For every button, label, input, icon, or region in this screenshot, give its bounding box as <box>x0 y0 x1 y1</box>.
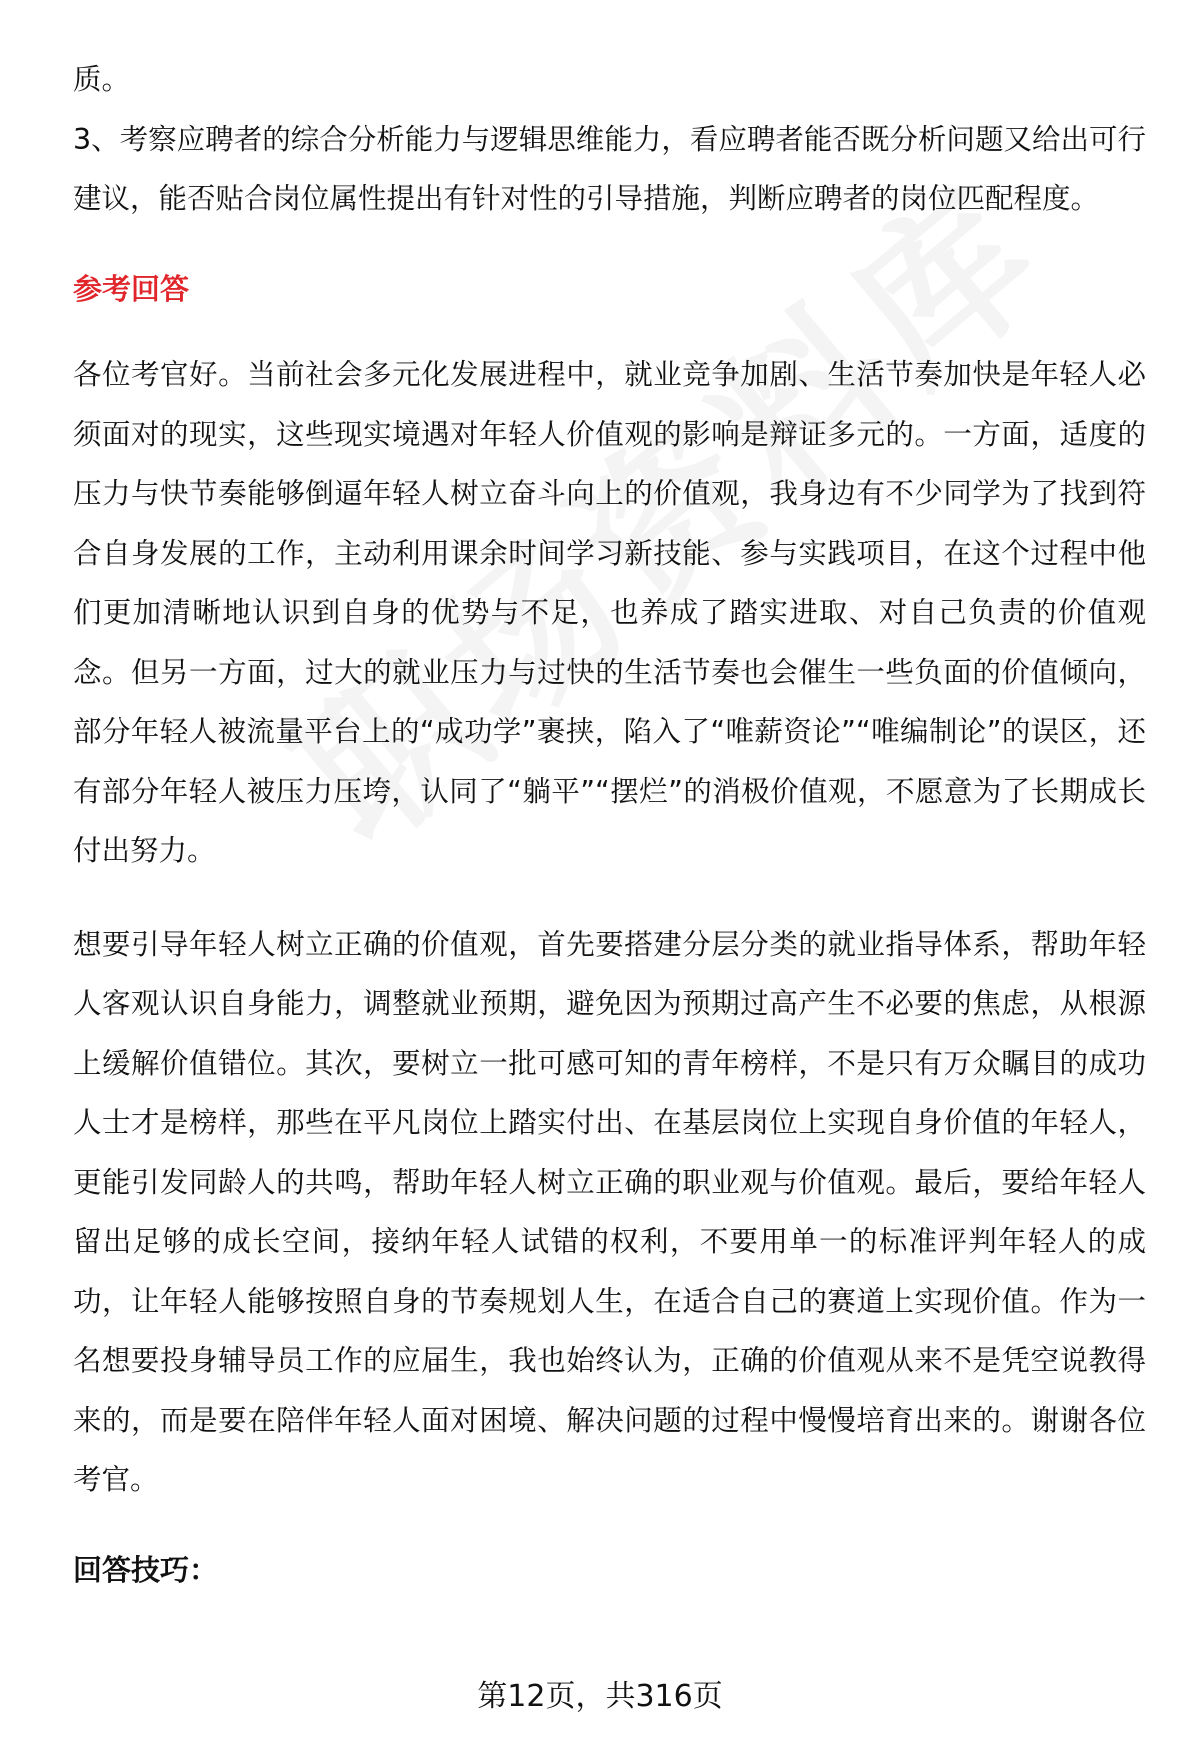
answer-tips-heading: 回答技巧： <box>73 1552 219 1587</box>
page-number: 第12页，共316页 <box>477 1679 723 1714</box>
answer-paragraph-2: 想要引导年轻人树立正确的价值观，首先要搭建分层分类的就业指导体系，帮助年轻人客观认识自身能力，调整就业预期，避免因为预期过高产生不必要的焦虑，从根源上缓解价值错位。其次，要树立一批可感可知的青年榜样，不是只有万众瞩目的成功人士才是榜样，那些在平凡岗位上踏实付出、在基层岗位上实现自身价值的年轻人，更能引发同龄人的共鸣，帮助年轻人树立正确的职业观与价值观。最后，要给年轻人留出足够的成长空间，接纳年轻人试错的权利，不要用单一的标准评判年轻人的成功，让年轻人能够按照自身的节奏规划人生，在适合自己的赛道上实现价值。作为一名想要投身辅导员工作的应届生，我也始终认为，正确的价值观从来不是凭空说教得来的，而是要在陪伴年轻人面对困境、解决问题的过程中慢慢培育出来的。谢谢各位考官。 <box>73 927 1146 1496</box>
intro-paragraph-2: 3、考察应聘者的综合分析能力与逻辑思维能力，看应聘者能否既分析问题又给出可行建议，能否贴合岗位属性提出有针对性的引导措施，判断应聘者的岗位匹配程度。 <box>73 122 1146 215</box>
document-body <box>73 50 1146 1600</box>
intro-paragraph-1: 质。 <box>73 63 131 96</box>
answer-paragraph-1: 各位考官好。当前社会多元化发展进程中，就业竞争加剧、生活节奏加快是年轻人必须面对的现实，这些现实境遇对年轻人价值观的影响是辩证多元的。一方面，适度的压力与快节奏能够倒逼年轻人树立奋斗向上的价值观，我身边有不少同学为了找到符合自身发展的工作，主动利用课余时间学习新技能、参与实践项目，在这个过程中他们更加清晰地认识到自身的优势与不足，也养成了踏实进取、对自己负责的价值观念。但另一方面，过大的就业压力与过快的生活节奏也会催生一些负面的价值倾向，部分年轻人被流量平台上的“成功学”裹挟，陷入了“唯薪资论”“唯编制论”的误区，还有部分年轻人被压力压垮，认同了“躺平”“摆烂”的消极价值观，不愿意为了长期成长付出努力。 <box>73 358 1146 867</box>
reference-answer-heading: 参考回答 <box>73 271 190 306</box>
